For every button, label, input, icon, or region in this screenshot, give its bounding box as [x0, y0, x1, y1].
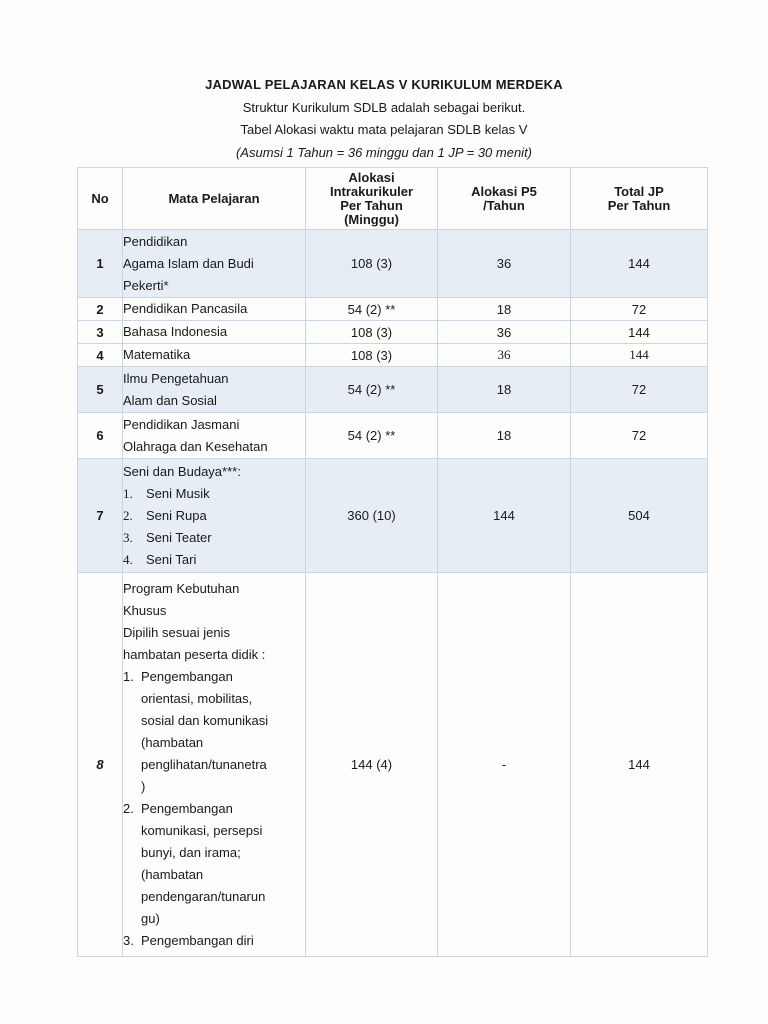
table-row [78, 230, 708, 298]
p5-value: 36 [438, 321, 571, 344]
subject-line: Ilmu Pengetahuan [123, 370, 229, 386]
col-header-intra-line4: (Minggu) [344, 211, 399, 227]
row-number: 8 [78, 573, 123, 957]
list-text: Seni Rupa [146, 507, 207, 523]
allocation-table [77, 167, 708, 957]
col-header-intrakurikuler [306, 168, 438, 230]
subject-cell [123, 321, 306, 344]
col-header-p5 [438, 168, 571, 230]
total-value: 72 [571, 367, 708, 413]
intra-value: 108 (3) [306, 321, 438, 344]
subject-cell [123, 298, 306, 321]
subject-line: Khusus [123, 602, 167, 618]
col-header-p5-line2: /Tahun [483, 197, 525, 213]
list-number: 3. [123, 932, 134, 948]
p5-value: 18 [438, 298, 571, 321]
table-row [78, 298, 708, 321]
subject-cell [123, 230, 306, 298]
col-header-total [571, 168, 708, 230]
list-number: 2. [123, 507, 133, 523]
p5-value: 36 [438, 230, 571, 298]
sub-line: Pengembangan [141, 668, 233, 684]
sub-item [123, 666, 305, 798]
intra-value: 54 (2) ** [306, 367, 438, 413]
sub-line: ) [141, 778, 146, 794]
subject-line: Matematika [123, 347, 191, 362]
subject-line: Dipilih sesuai jenis [123, 624, 230, 640]
subject-line: Pendidikan Jasmani [123, 416, 240, 432]
subject-line: Pendidikan [123, 233, 188, 249]
row-number: 6 [78, 413, 123, 459]
list-item [123, 527, 305, 549]
list-item [123, 505, 305, 527]
p5-value: - [438, 573, 571, 957]
sub-item [123, 798, 305, 930]
sub-line: Pengembangan diri [141, 932, 254, 948]
list-number: 1. [123, 485, 133, 501]
sub-line: bunyi, dan irama; [141, 844, 241, 860]
list-number: 3. [123, 529, 133, 545]
sub-line: orientasi, mobilitas, [141, 690, 253, 706]
table-row [78, 344, 708, 367]
arts-list [123, 483, 305, 571]
subject-cell [123, 459, 306, 573]
row-number: 7 [78, 459, 123, 573]
table-row [78, 413, 708, 459]
subject-line: Alam dan Sosial [123, 392, 217, 408]
total-value: 504 [571, 459, 708, 573]
subtitle-line-3: (Asumsi 1 Tahun = 36 minggu dan 1 JP = 30 menit) [235, 145, 533, 160]
intra-value: 108 (3) [306, 344, 438, 367]
col-header-total-line2: Per Tahun [607, 197, 671, 213]
intra-value: 54 (2) ** [306, 298, 438, 321]
col-header-intra-line3: Per Tahun [340, 197, 403, 213]
table-row [78, 321, 708, 344]
subject-cell [123, 367, 306, 413]
intra-value: 108 (3) [306, 230, 438, 298]
sub-line: sosial dan komunikasi [141, 712, 269, 728]
sub-line: komunikasi, persepsi [141, 822, 263, 838]
intra-value: 144 (4) [306, 573, 438, 957]
subject-line: hambatan peserta didik : [123, 646, 266, 662]
subject-line: Agama Islam dan Budi [123, 255, 254, 271]
list-number: 2. [123, 800, 134, 816]
subject-line: Seni dan Budaya***: [123, 463, 241, 479]
document-title: JADWAL PELAJARAN KELAS V KURIKULUM MERDEKA [205, 77, 563, 92]
col-header-mata-pelajaran: Mata Pelajaran [123, 168, 306, 230]
total-value: 144 [571, 344, 708, 367]
subtitle-line-2: Tabel Alokasi waktu mata pelajaran SDLB kelas V [240, 122, 528, 137]
col-header-no: No [78, 168, 123, 230]
col-header-intra-line1: Alokasi [348, 169, 395, 185]
total-value: 144 [571, 230, 708, 298]
p5-value: 36 [438, 344, 571, 367]
p5-value: 144 [438, 459, 571, 573]
col-header-p5-line1: Alokasi P5 [471, 183, 537, 199]
col-header-total-line1: Total JP [614, 183, 664, 199]
list-number: 1. [123, 668, 134, 684]
subject-cell [123, 413, 306, 459]
total-value: 144 [571, 573, 708, 957]
list-text: Seni Tari [146, 551, 197, 567]
list-item [123, 549, 305, 571]
sub-line: penglihatan/tunanetra [141, 756, 267, 772]
list-text: Seni Teater [146, 529, 212, 545]
sub-line: (hambatan [141, 866, 204, 882]
list-text: Seni Musik [146, 485, 210, 501]
list-item [123, 483, 305, 505]
subtitle-line-1: Struktur Kurikulum SDLB adalah sebagai berikut. [242, 100, 526, 115]
row-number: 3 [78, 321, 123, 344]
subject-line: Olahraga dan Kesehatan [123, 438, 268, 454]
subject-line: Program Kebutuhan [123, 580, 240, 596]
total-value: 72 [571, 413, 708, 459]
intra-value: 360 (10) [306, 459, 438, 573]
sub-line: gu) [141, 910, 160, 926]
total-value: 144 [571, 321, 708, 344]
row-number: 1 [78, 230, 123, 298]
sub-line: Pengembangan [141, 800, 233, 816]
sub-item [123, 930, 305, 952]
subject-line: Pendidikan Pancasila [123, 301, 248, 316]
subject-cell [123, 573, 306, 957]
table-row [78, 573, 708, 957]
table-header-row [78, 168, 708, 230]
table-row [78, 459, 708, 573]
subject-line: Bahasa Indonesia [123, 324, 228, 339]
list-number: 4. [123, 551, 133, 567]
subject-line: Pekerti* [123, 277, 169, 293]
col-header-intra-line2: Intrakurikuler [329, 183, 414, 199]
table-row [78, 367, 708, 413]
sub-line: pendengaran/tunarun [141, 888, 266, 904]
p5-value: 18 [438, 367, 571, 413]
intra-value: 54 (2) ** [306, 413, 438, 459]
subject-cell [123, 344, 306, 367]
p5-value: 18 [438, 413, 571, 459]
row-number: 4 [78, 344, 123, 367]
total-value: 72 [571, 298, 708, 321]
row-number: 2 [78, 298, 123, 321]
sub-line: (hambatan [141, 734, 204, 750]
row-number: 5 [78, 367, 123, 413]
